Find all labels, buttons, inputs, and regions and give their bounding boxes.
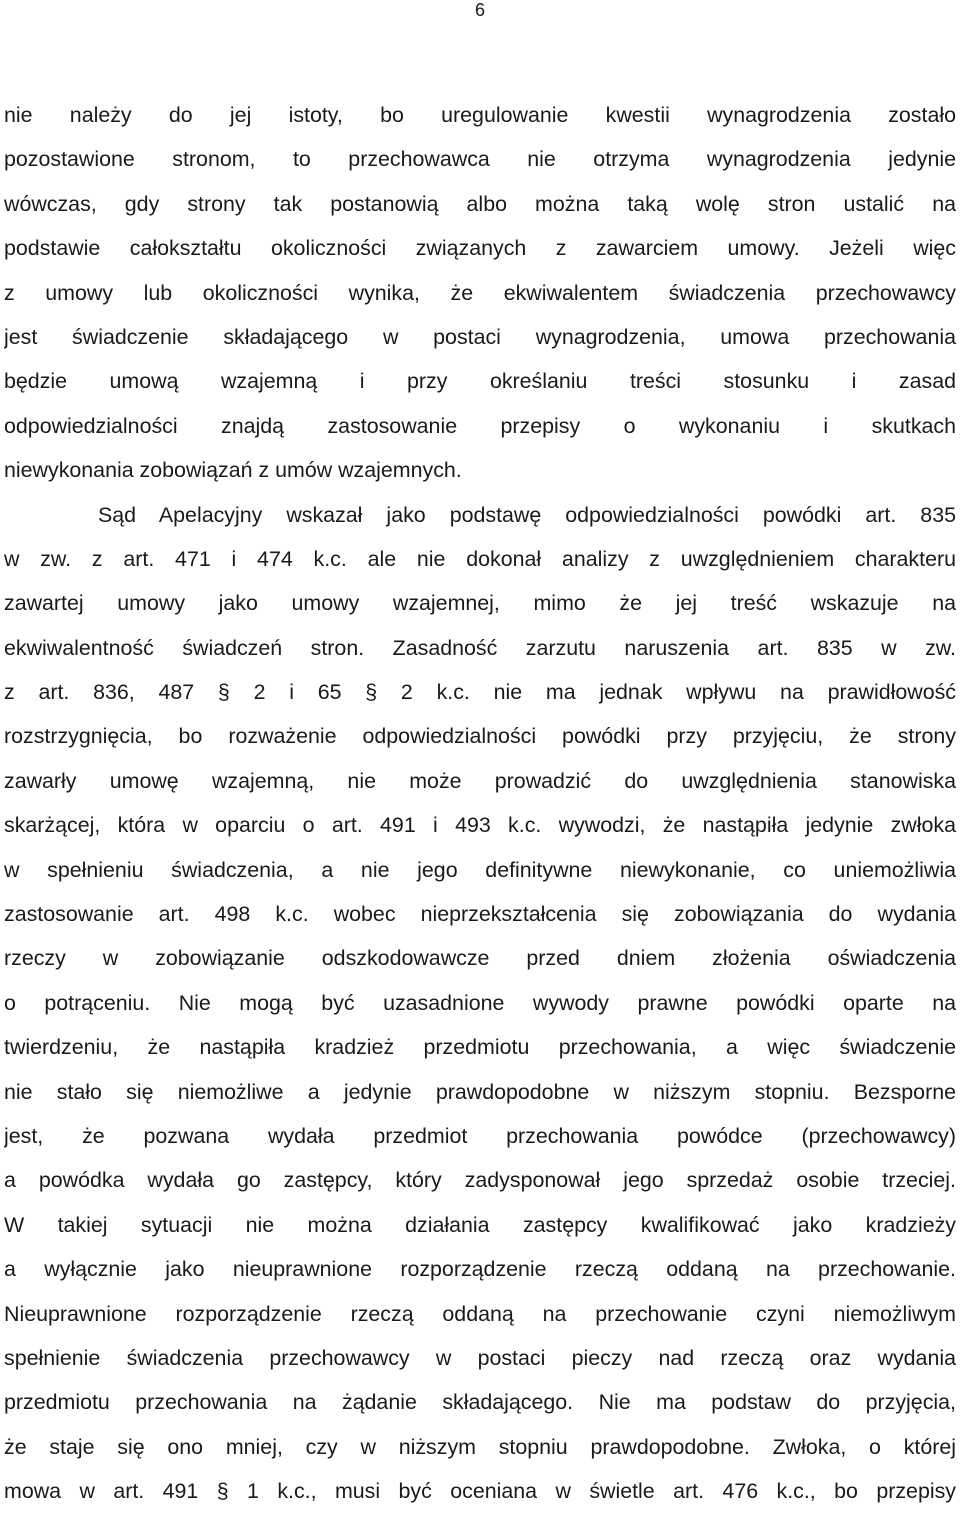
text-line: że staje się ono mniej, czy w niższym stopniu prawdopodobne. Zwłoka, o której — [4, 1434, 956, 1459]
text-line: z umowy lub okoliczności wynika, że ekwiwalentem świadczenia przechowawcy — [4, 280, 956, 305]
page-number: 6 — [474, 0, 485, 20]
text-line: przedmiotu przechowania na żądanie składającego. Nie ma podstaw do przyjęcia, — [4, 1390, 956, 1415]
text-line: Sąd Apelacyjny wskazał jako podstawę odpowiedzialności powódki art. 835 — [98, 502, 956, 527]
text-line: wówczas, gdy strony tak postanowią albo można taką wolę stron ustalić na — [4, 191, 956, 216]
text-line: jest, że pozwana wydała przedmiot przechowania powódce (przechowawcy) — [4, 1123, 956, 1148]
text-line: a wyłącznie jako nieuprawnione rozporządzenie rzeczą oddaną na przechowanie. — [4, 1257, 956, 1282]
text-line: Nieuprawnione rozporządzenie rzeczą oddaną na przechowanie czyni niemożliwym — [4, 1301, 956, 1326]
text-line: twierdzeniu, że nastąpiła kradzież przedmiotu przechowania, a więc świadczenie — [4, 1035, 956, 1060]
text-line: z art. 836, 487 § 2 i 65 § 2 k.c. nie ma jednak wpływu na prawidłowość — [4, 680, 956, 705]
text-line: będzie umową wzajemną i przy określaniu treści stosunku i zasad — [4, 369, 956, 394]
text-line: odpowiedzialności znajdą zastosowanie przepisy o wykonaniu i skutkach — [4, 413, 956, 438]
text-line: o potrąceniu. Nie mogą być uzasadnione wywody prawne powódki oparte na — [4, 990, 956, 1015]
text-line: niewykonania zobowiązań z umów wzajemnych. — [4, 458, 462, 483]
text-line: skarżącej, która w oparciu o art. 491 i 493 k.c. wywodzi, że nastąpiła jedynie zwłoka — [4, 813, 956, 838]
text-line: w spełnieniu świadczenia, a nie jego definitywne niewykonanie, co uniemożliwia — [4, 857, 956, 882]
text-line: nie należy do jej istoty, bo uregulowanie kwestii wynagrodzenia zostało — [4, 103, 956, 127]
text-line: zawartej umowy jako umowy wzajemnej, mimo że jej treść wskazuje na — [4, 591, 956, 616]
text-line: w zw. z art. 471 i 474 k.c. ale nie dokonał analizy z uwzględnieniem charakteru — [4, 546, 956, 571]
text-line: rzeczy w zobowiązanie odszkodowawcze przed dniem złożenia oświadczenia — [4, 946, 956, 971]
document-body — [4, 93, 956, 1514]
text-line: zawarły umowę wzajemną, nie może prowadzić do uwzględnienia stanowiska — [4, 768, 956, 793]
text-line: rozstrzygnięcia, bo rozważenie odpowiedzialności powódki przy przyjęciu, że strony — [4, 724, 956, 749]
text-line: W takiej sytuacji nie można działania zastępcy kwalifikować jako kradzieży — [4, 1212, 956, 1237]
text-line: ekwiwalentność świadczeń stron. Zasadność zarzutu naruszenia art. 835 w zw. — [4, 635, 956, 660]
text-line: podstawie całokształtu okoliczności związanych z zawarciem umowy. Jeżeli więc — [4, 236, 956, 261]
text-line: a powódka wydała go zastępcy, który zadysponował jego sprzedaż osobie trzeciej. — [4, 1168, 956, 1193]
text-line: nie stało się niemożliwe a jedynie prawdopodobne w niższym stopniu. Bezsporne — [4, 1079, 956, 1104]
text-line: pozostawione stronom, to przechowawca nie otrzyma wynagrodzenia jedynie — [4, 147, 956, 172]
text-line: zastosowanie art. 498 k.c. wobec nieprzekształcenia się zobowiązania do wydania — [4, 902, 956, 927]
text-line: jest świadczenie składającego w postaci wynagrodzenia, umowa przechowania — [4, 324, 956, 349]
text-line: mowa w art. 491 § 1 k.c., musi być oceniana w świetle art. 476 k.c., bo przepisy — [4, 1479, 956, 1504]
text-line: spełnienie świadczenia przechowawcy w postaci pieczy nad rzeczą oraz wydania — [4, 1345, 956, 1370]
